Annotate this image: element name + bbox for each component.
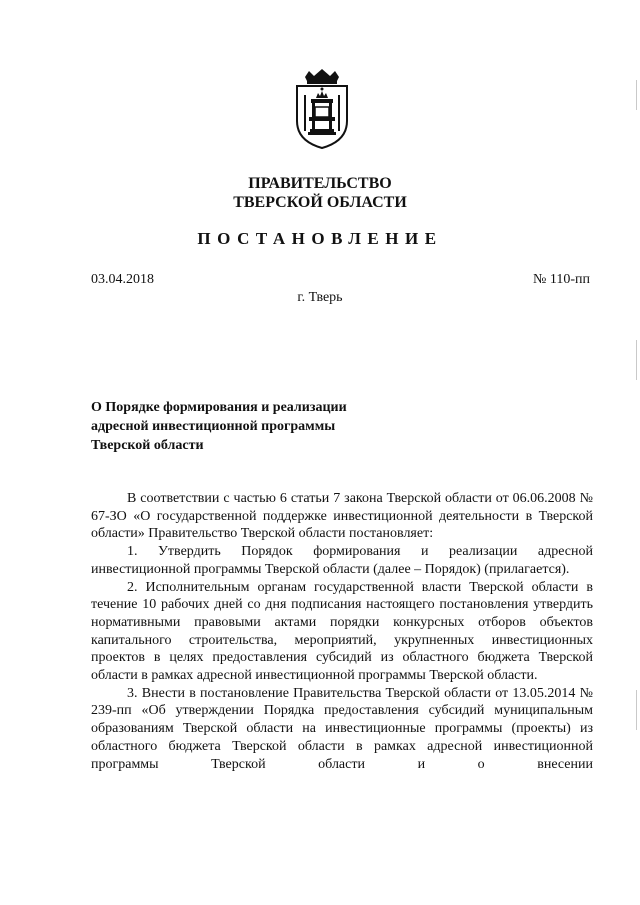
scan-edge-mark — [636, 80, 637, 110]
tver-coat-of-arms-icon — [293, 69, 351, 149]
subject-line: адресной инвестиционной программы — [91, 419, 336, 434]
scan-edge-mark — [636, 690, 637, 730]
subject-line: О Порядке формирования и реализации — [91, 400, 347, 415]
document-type-title: ПОСТАНОВЛЕНИЕ — [197, 229, 443, 248]
document-city: г. Тверь — [297, 290, 343, 305]
body-paragraph-item-3: 3. Внести в постановление Правительства Тверской области от 13.05.2014 № 239-пп «Об утверждении Порядка предоставления субсидий муниципальным образованиям Тверской области на инвестиционные программы (проекты) из областного бюджета Тверской области в рамках адресной инвестиционной программы Тверской области и о внесении — [91, 685, 593, 772]
scan-edge-mark — [636, 340, 637, 380]
organization-name-line2: ТВЕРСКОЙ ОБЛАСТИ — [233, 194, 407, 211]
organization-name-line1: ПРАВИТЕЛЬСТВО — [248, 175, 392, 192]
body-paragraph-preamble: В соответствии с частью 6 статьи 7 закона Тверской области от 06.06.2008 № 67-ЗО «О государственной поддержке инвестиционной деятельности в Тверской области» Правительство Тверской области постановляет: — [91, 491, 593, 542]
document-subject — [91, 398, 411, 455]
body-paragraph-item-1: 1. Утвердить Порядок формирования и реализации адресной инвестиционной программы Тверской области (далее – Порядок) (прилагается). — [91, 544, 593, 577]
document-body — [91, 490, 593, 773]
document-date: 03.04.2018 — [91, 272, 154, 287]
body-paragraph-item-2: 2. Исполнительным органам государственной власти Тверской области в течение 10 рабочих дней со дня подписания настоящего постановления утвердить нормативными правовыми актами порядки конкурсных отборов объектов капитального строительства, мероприятий, укрупненных инвестиционных проектов в целях предоставления субсидий из областного бюджета Тверской области в рамках адресной инвестиционной программы Тверской области. — [91, 579, 593, 684]
subject-line: Тверской области — [91, 438, 204, 453]
document-number: № 110-пп — [533, 272, 590, 287]
